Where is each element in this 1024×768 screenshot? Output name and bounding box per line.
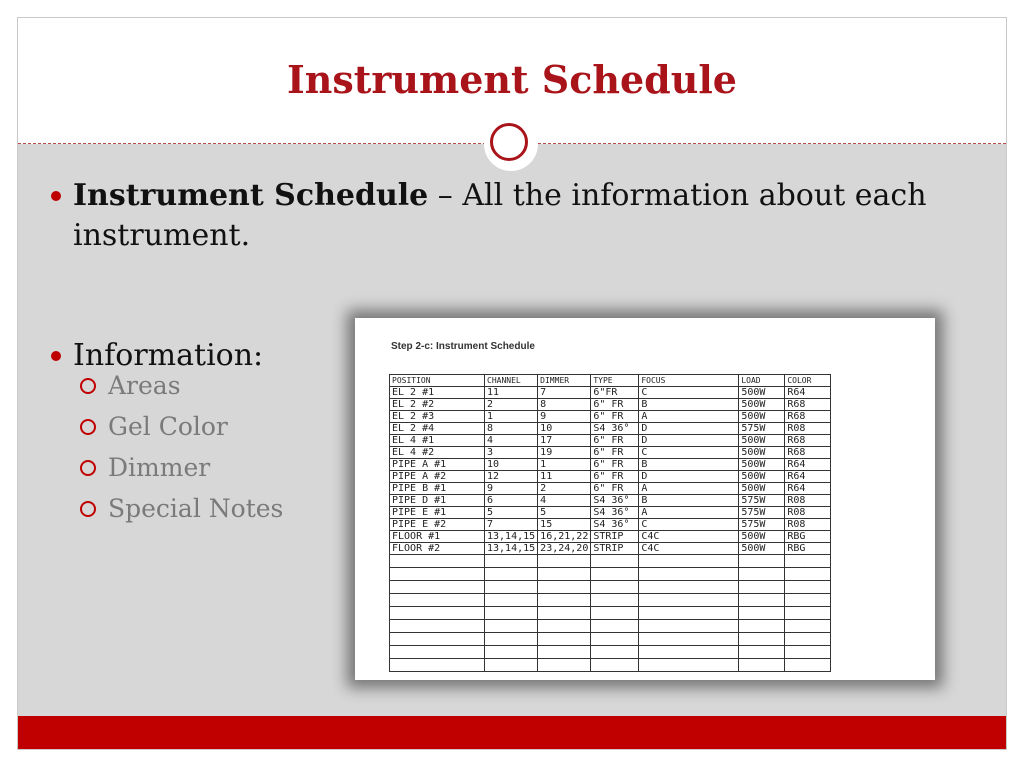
sub-item-gel-color (80, 411, 228, 443)
table-cell (390, 607, 485, 620)
table-cell (485, 633, 538, 646)
table-cell (639, 568, 739, 581)
empty-table-row (390, 633, 831, 646)
table-cell: 10 (485, 459, 538, 471)
table-cell: B (639, 495, 739, 507)
table-cell (639, 594, 739, 607)
table-cell: C (639, 387, 739, 399)
table-cell: 500W (739, 531, 785, 543)
table-cell: R08 (785, 495, 831, 507)
table-header-row (390, 375, 831, 387)
ring-ornament-icon (490, 123, 528, 161)
table-cell: 17 (538, 435, 591, 447)
table-cell: 7 (538, 387, 591, 399)
bullet-dot-icon (51, 351, 61, 361)
empty-table-row (390, 555, 831, 568)
column-header: LOAD (739, 375, 785, 387)
table-cell: PIPE A #1 (390, 459, 485, 471)
table-cell: R64 (785, 483, 831, 495)
footer-bar (18, 716, 1006, 750)
table-cell (591, 633, 639, 646)
table-cell (538, 646, 591, 659)
table-cell (591, 555, 639, 568)
table-cell: R64 (785, 459, 831, 471)
photo-heading: Step 2-c: Instrument Schedule (391, 341, 535, 352)
table-cell: 500W (739, 435, 785, 447)
table-cell (639, 607, 739, 620)
table-cell (639, 646, 739, 659)
column-header: TYPE (591, 375, 639, 387)
table-cell (591, 607, 639, 620)
table-cell: 11 (538, 471, 591, 483)
table-cell: C4C (639, 543, 739, 555)
table-row (390, 507, 831, 519)
table-row (390, 447, 831, 459)
bullet-text (73, 176, 971, 256)
instrument-schedule-table (389, 374, 831, 672)
table-cell: 6 (485, 495, 538, 507)
empty-table-row (390, 581, 831, 594)
table-cell (785, 633, 831, 646)
table-cell (739, 581, 785, 594)
table-cell: 575W (739, 423, 785, 435)
table-cell (739, 646, 785, 659)
table-cell: RBG (785, 531, 831, 543)
hollow-bullet-icon (80, 501, 96, 517)
table-cell: 6"FR (591, 387, 639, 399)
table-cell: R08 (785, 507, 831, 519)
empty-table-row (390, 607, 831, 620)
empty-table-row (390, 659, 831, 672)
sub-item-label: Gel Color (108, 412, 228, 441)
bullet-instrument-schedule (51, 176, 971, 256)
table-cell: 7 (485, 519, 538, 531)
sub-item-label: Areas (108, 371, 181, 400)
table-cell: FLOOR #1 (390, 531, 485, 543)
sub-item-dimmer (80, 452, 210, 484)
table-cell: 10 (538, 423, 591, 435)
table-cell (485, 607, 538, 620)
table-cell (739, 555, 785, 568)
table-cell (538, 659, 591, 672)
table-cell: 500W (739, 447, 785, 459)
table-cell (591, 581, 639, 594)
column-header: DIMMER (538, 375, 591, 387)
table-cell: FLOOR #2 (390, 543, 485, 555)
table-cell: 4 (538, 495, 591, 507)
hollow-bullet-icon (80, 460, 96, 476)
table-cell: 19 (538, 447, 591, 459)
table-cell: STRIP (591, 543, 639, 555)
table-cell: R68 (785, 411, 831, 423)
column-header: CHANNEL (485, 375, 538, 387)
table-cell (390, 555, 485, 568)
table-cell (538, 555, 591, 568)
bullet-label: Information: (73, 338, 264, 373)
table-cell (538, 620, 591, 633)
table-cell: PIPE A #2 (390, 471, 485, 483)
hollow-bullet-icon (80, 419, 96, 435)
table-cell: 575W (739, 507, 785, 519)
table-cell (591, 568, 639, 581)
bullet-dot-icon (51, 191, 61, 201)
table-cell: S4 36° (591, 423, 639, 435)
table-cell (739, 607, 785, 620)
table-cell: EL 4 #2 (390, 447, 485, 459)
table-cell: R08 (785, 423, 831, 435)
table-cell: D (639, 435, 739, 447)
table-cell: 2 (538, 483, 591, 495)
table-cell (485, 581, 538, 594)
table-cell: D (639, 423, 739, 435)
table-cell: 4 (485, 435, 538, 447)
table-cell: 13,14,15 (485, 543, 538, 555)
table-cell (390, 633, 485, 646)
table-cell: R68 (785, 447, 831, 459)
schedule-photo (355, 318, 935, 680)
table-cell: R68 (785, 399, 831, 411)
table-cell: STRIP (591, 531, 639, 543)
table-cell: 9 (485, 483, 538, 495)
table-cell: 9 (538, 411, 591, 423)
table-cell (538, 581, 591, 594)
table-cell: 500W (739, 399, 785, 411)
table-cell (591, 594, 639, 607)
table-cell: 1 (538, 459, 591, 471)
table-cell (785, 594, 831, 607)
table-cell: 6" FR (591, 471, 639, 483)
table-cell (485, 568, 538, 581)
table-cell: D (639, 471, 739, 483)
empty-table-row (390, 620, 831, 633)
table-cell: R64 (785, 387, 831, 399)
table-cell: C4C (639, 531, 739, 543)
table-row (390, 519, 831, 531)
table-cell: R68 (785, 435, 831, 447)
table-cell: A (639, 483, 739, 495)
table-cell: C (639, 447, 739, 459)
table-cell: 500W (739, 387, 785, 399)
table-cell (639, 620, 739, 633)
table-cell (785, 620, 831, 633)
table-cell (538, 607, 591, 620)
table-cell: 23,24,20 (538, 543, 591, 555)
table-cell: 575W (739, 495, 785, 507)
table-cell (390, 646, 485, 659)
table-cell (591, 659, 639, 672)
table-cell (485, 620, 538, 633)
table-cell (739, 659, 785, 672)
table-cell (639, 633, 739, 646)
table-cell (785, 646, 831, 659)
table-cell: 15 (538, 519, 591, 531)
table-cell (390, 568, 485, 581)
table-cell (390, 620, 485, 633)
table-cell: 6" FR (591, 447, 639, 459)
table-cell: 1 (485, 411, 538, 423)
table-cell (485, 646, 538, 659)
table-cell: 6" FR (591, 459, 639, 471)
table-cell: 500W (739, 483, 785, 495)
table-cell (538, 594, 591, 607)
table-cell (485, 594, 538, 607)
table-row (390, 495, 831, 507)
sub-item-special-notes (80, 493, 283, 525)
bullet-description: – All the information about each instrument. (73, 178, 927, 253)
column-header: FOCUS (639, 375, 739, 387)
table-cell: 500W (739, 459, 785, 471)
hollow-bullet-icon (80, 378, 96, 394)
sub-item-label: Dimmer (108, 453, 211, 482)
table-row (390, 483, 831, 495)
table-cell (785, 607, 831, 620)
table-cell: 8 (485, 423, 538, 435)
table-cell: 13,14,15 (485, 531, 538, 543)
table-cell: 500W (739, 411, 785, 423)
table-cell: EL 2 #4 (390, 423, 485, 435)
table-cell (591, 620, 639, 633)
table-cell (390, 659, 485, 672)
table-cell: B (639, 459, 739, 471)
table-cell (538, 568, 591, 581)
table-cell: S4 36° (591, 507, 639, 519)
table-cell: PIPE D #1 (390, 495, 485, 507)
table-cell: EL 4 #1 (390, 435, 485, 447)
table-cell (390, 594, 485, 607)
column-header: POSITION (390, 375, 485, 387)
table-cell: 12 (485, 471, 538, 483)
table-cell (785, 581, 831, 594)
table-cell: EL 2 #1 (390, 387, 485, 399)
table-row (390, 543, 831, 555)
table-cell: R08 (785, 519, 831, 531)
table-cell: 5 (538, 507, 591, 519)
table-cell: S4 36° (591, 495, 639, 507)
table-row (390, 423, 831, 435)
table-cell (485, 659, 538, 672)
table-cell (739, 620, 785, 633)
table-cell: PIPE B #1 (390, 483, 485, 495)
sub-item-label: Special Notes (108, 494, 284, 523)
table-cell: 11 (485, 387, 538, 399)
table-row (390, 459, 831, 471)
table-row (390, 399, 831, 411)
table-cell (739, 633, 785, 646)
table-cell (390, 581, 485, 594)
table-cell: 3 (485, 447, 538, 459)
table-cell (739, 594, 785, 607)
table-cell (639, 659, 739, 672)
table-cell: C (639, 519, 739, 531)
empty-table-row (390, 646, 831, 659)
table-cell: A (639, 507, 739, 519)
table-cell: 500W (739, 543, 785, 555)
table-cell (639, 581, 739, 594)
table-cell: B (639, 399, 739, 411)
table-cell: 500W (739, 471, 785, 483)
table-cell: 16,21,22 (538, 531, 591, 543)
table-cell (591, 646, 639, 659)
table-cell: 575W (739, 519, 785, 531)
empty-table-row (390, 568, 831, 581)
table-cell: EL 2 #2 (390, 399, 485, 411)
table-cell: PIPE E #2 (390, 519, 485, 531)
table-cell: R64 (785, 471, 831, 483)
table-cell: 6" FR (591, 411, 639, 423)
table-cell: EL 2 #3 (390, 411, 485, 423)
column-header: COLOR (785, 375, 831, 387)
empty-table-row (390, 594, 831, 607)
table-cell (785, 568, 831, 581)
table-cell (785, 659, 831, 672)
table-row (390, 471, 831, 483)
table-cell (785, 555, 831, 568)
table-row (390, 411, 831, 423)
table-cell: A (639, 411, 739, 423)
sub-item-areas (80, 370, 181, 402)
table-row (390, 387, 831, 399)
table-cell: 5 (485, 507, 538, 519)
table-cell: 6" FR (591, 399, 639, 411)
table-cell: 6" FR (591, 435, 639, 447)
table-cell (639, 555, 739, 568)
table-cell (485, 555, 538, 568)
slide-title: Instrument Schedule (287, 57, 737, 102)
table-cell: 8 (538, 399, 591, 411)
table-cell: RBG (785, 543, 831, 555)
table-row (390, 435, 831, 447)
table-cell (739, 568, 785, 581)
table-cell: PIPE E #1 (390, 507, 485, 519)
bullet-term: Instrument Schedule (73, 178, 429, 213)
table-row (390, 531, 831, 543)
table-cell: 2 (485, 399, 538, 411)
table-cell: 6" FR (591, 483, 639, 495)
table-cell (538, 633, 591, 646)
table-cell: S4 36° (591, 519, 639, 531)
